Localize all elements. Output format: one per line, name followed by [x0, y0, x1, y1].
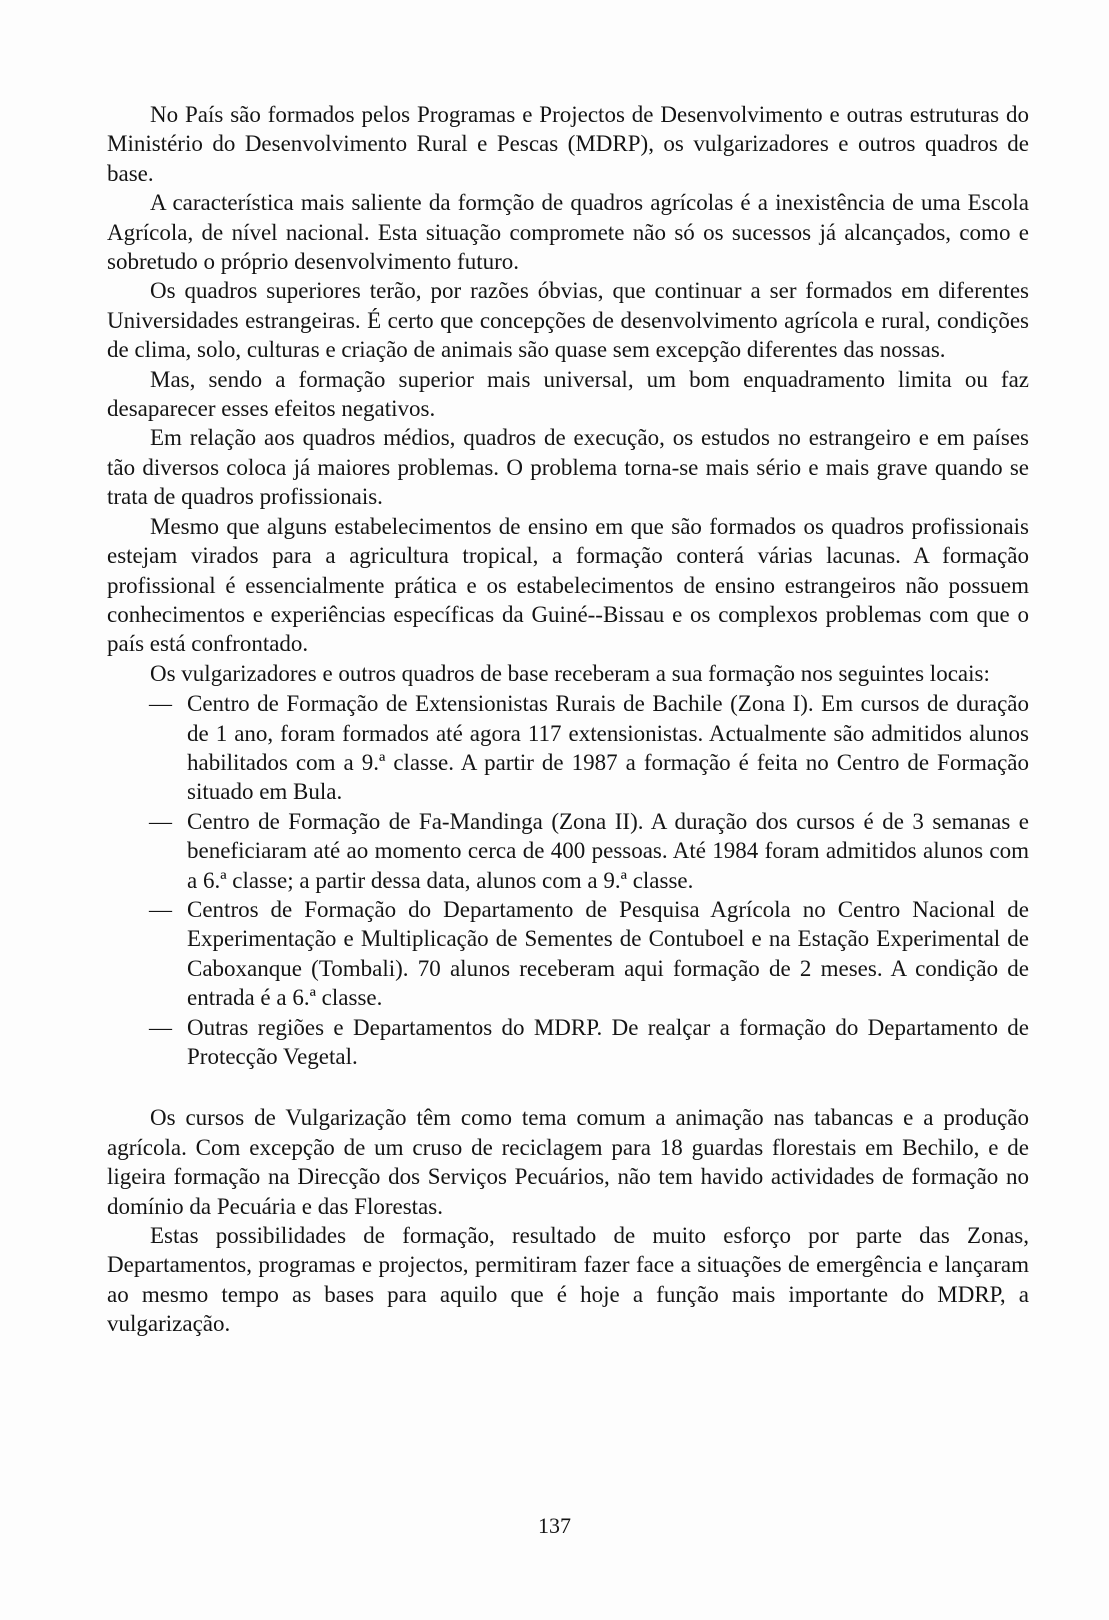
paragraph: A característica mais saliente da formção de quadros agrícolas é a inexistência de uma Escola Agrícola, de nível nacional. Esta situação compromete não só os sucessos já alcançados, como e sobretudo o próprio desenvolvimento futuro.	[107, 190, 1029, 275]
paragraph: No País são formados pelos Programas e Projectos de Desenvolvimento e outras estruturas do Ministério do Desenvolvimento Rural e Pescas (MDRP), os vulgarizadores e outros quadros de base.	[107, 102, 1029, 186]
list-item-text: Centro de Formação de Fa-Mandinga (Zona II). A duração dos cursos é de 3 semanas e beneficiaram até ao momento cerca de 400 pessoas. Até 1984 foram admitidos alunos com a 6.ª classe; a partir dessa data, alunos com a 9.ª classe.	[187, 808, 1029, 893]
paragraph: Em relação aos quadros médios, quadros de execução, os estudos no estrangeiro e em países tão diversos coloca já maiores problemas. O problema torna-se mais sério e mais grave quando se trata de quadros profissionais.	[107, 425, 1029, 510]
paragraph: Mesmo que alguns estabelecimentos de ensino em que são formados os quadros profissionais estejam virados para a agricultura tropical, a formação conterá várias lacunas. A formação profissional é essencialmente prática e os estabelecimentos de ensino estrangeiros não possuem conhecimentos e experiências específicas da Guiné--Bissau e os complexos problemas com que o país está confrontado.	[107, 513, 1029, 657]
page-number: 137	[538, 1513, 571, 1538]
list-dash: —	[149, 1014, 172, 1040]
paragraph: Estas possibilidades de formação, resultado de muito esforço por parte das Zonas, Departamentos, programas e projectos, permitiram fazer face a situações de emergência e lançaram ao mesmo tempo as bases para aquilo que é hoje a função mais importante do MDRP, a vulgarização.	[107, 1223, 1029, 1337]
list-item	[149, 1013, 1029, 1072]
list-item-text: Centros de Formação do Departamento de Pesquisa Agrícola no Centro Nacional de Experimentação e Multiplicação de Sementes de Contuboel e na Estação Experimental de Caboxanque (Tombali). 70 alunos receberam aqui formação de 2 meses. A condição de entrada é a 6.ª classe.	[187, 896, 1029, 1011]
list-dash: —	[149, 808, 172, 834]
paragraph: Mas, sendo a formação superior mais universal, um bom enquadramento limita ou faz desaparecer esses efeitos negativos.	[107, 366, 1029, 422]
body-text	[107, 100, 1029, 1339]
list-item-text: Outras regiões e Departamentos do MDRP. De realçar a formação do Departamento de Protecção Vegetal.	[187, 1014, 1029, 1069]
paragraph: Os cursos de Vulgarização têm como tema comum a animação nas tabancas e a produção agrícola. Com excepção de um cruso de reciclagem para 18 guardas florestais em Bechilo, e de ligeira formação na Direcção dos Serviços Pecuários, não tem havido actividades de formação no domínio da Pecuária e das Florestas.	[107, 1105, 1029, 1219]
paragraph: Os vulgarizadores e outros quadros de base receberam a sua formação nos seguintes locais:	[150, 660, 990, 686]
list-dash: —	[149, 691, 172, 717]
list-item-text: Centro de Formação de Extensionistas Rurais de Bachile (Zona I). Em cursos de duração de 1 ano, foram formados até agora 117 extensionistas. Actualmente são admitidos alunos habilitados com a 9.ª classe. A partir de 1987 a formação é feita no Centro de Formação situado em Bula.	[187, 691, 1029, 805]
list-item	[149, 895, 1029, 1013]
section-spacer	[107, 1071, 1029, 1103]
paragraph: Os quadros superiores terão, por razões óbvias, que continuar a ser formados em diferentes Universidades estrangeiras. É certo que concepções de desenvolvimento agrícola e rural, condições de clima, solo, culturas e criação de animais são quase sem excepção diferentes das nossas.	[107, 278, 1029, 363]
list-dash: —	[149, 896, 172, 922]
list-item	[149, 807, 1029, 895]
list-item	[149, 689, 1029, 807]
training-locations-list	[107, 689, 1029, 1071]
